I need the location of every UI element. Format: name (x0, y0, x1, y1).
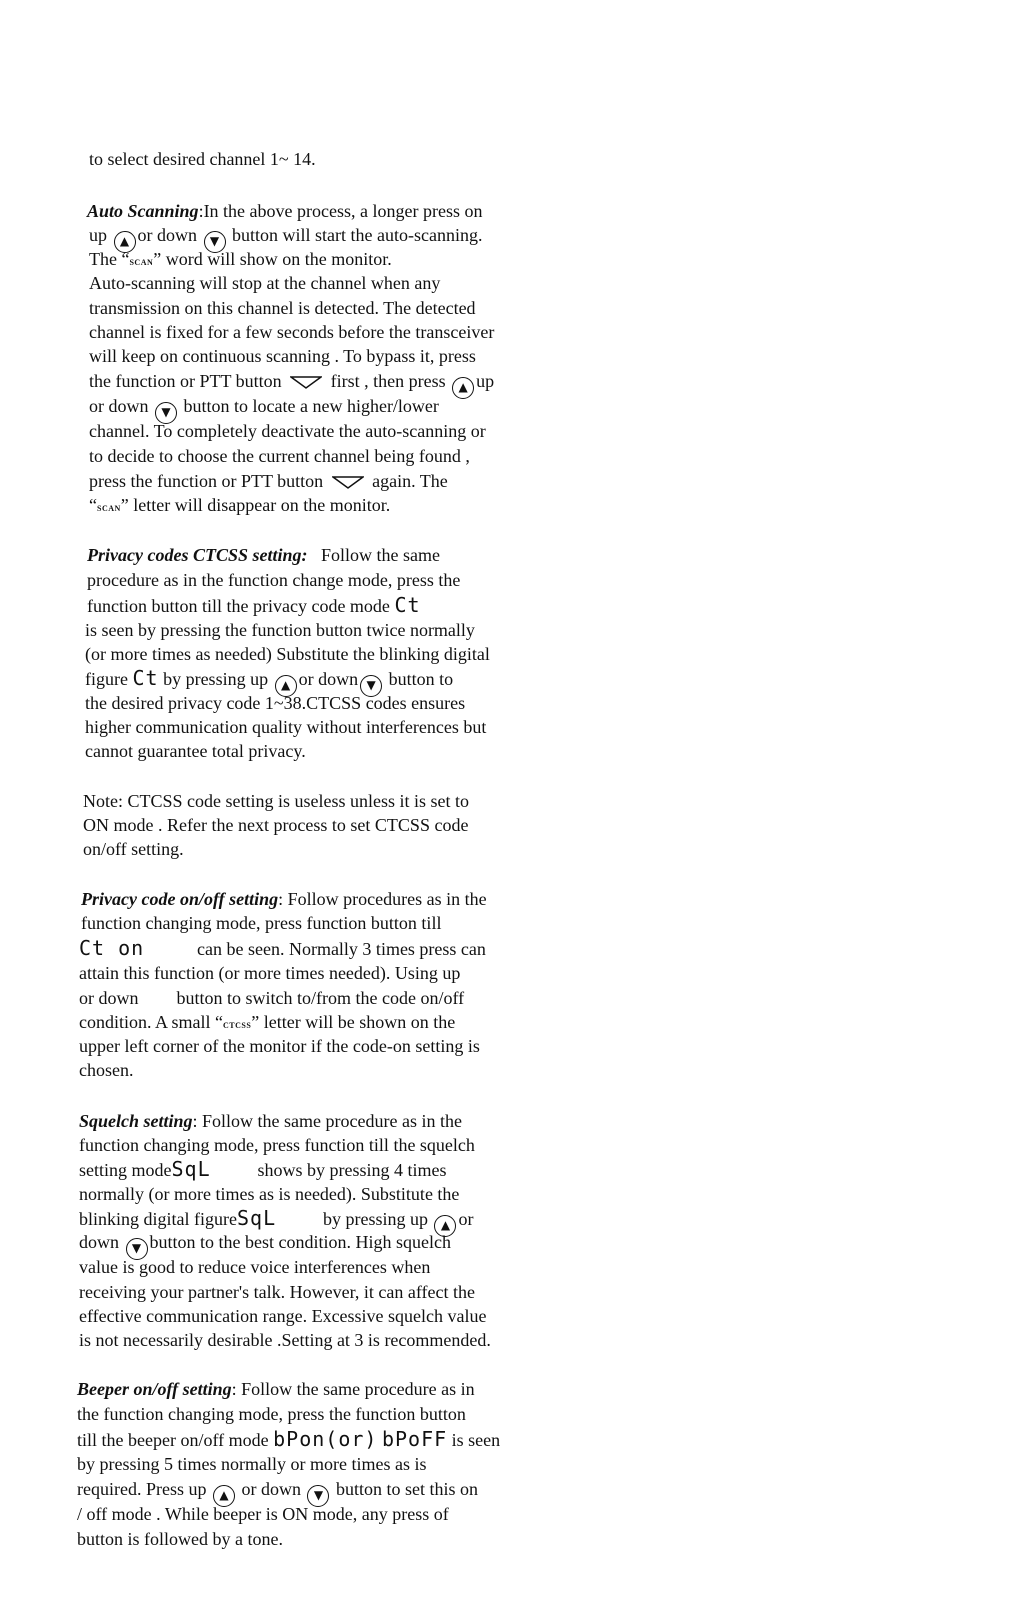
up-button-icon: ▲ (275, 675, 297, 697)
text: ” word will show on the monitor. (153, 249, 392, 269)
text: the function or PTT button (89, 371, 282, 391)
text: figure (85, 669, 128, 689)
text: ON mode . Refer the next process to set CTCSS code (83, 815, 469, 835)
up-button-icon: ▲ (114, 231, 136, 253)
lcd-bpon-display: bPon(or) (273, 1427, 378, 1451)
lcd-sql-display: SqL (171, 1157, 211, 1181)
text: channel is fixed for a few seconds before the transceiver (89, 322, 495, 342)
text: will keep on continuous scanning . To bypass it, press (89, 346, 476, 366)
text: or down (79, 988, 139, 1008)
scan-label: scan (129, 254, 154, 268)
text: first , then press (330, 371, 446, 391)
text: or down (298, 669, 359, 689)
text: higher communication quality without interferences but (85, 717, 487, 737)
ptt-button-icon (332, 475, 364, 489)
text: ” letter will be shown on the (251, 1012, 456, 1032)
text: normally (or more times as is needed). Substitute the (79, 1184, 460, 1204)
text: by pressing up (322, 1209, 428, 1229)
text: can be seen. Normally 3 times press can (197, 939, 486, 959)
text: : Follow the same procedure as in (231, 1379, 475, 1399)
text: / off mode . While beeper is ON mode, any press of (77, 1504, 449, 1524)
text: : Follow the same procedure as in the (192, 1111, 462, 1131)
lcd-ct-on-display: Ct on (79, 936, 145, 960)
text: procedure as in the function change mode, press the (87, 570, 461, 590)
text: button to the best condition. High squelch (149, 1232, 451, 1252)
text: required. Press up (77, 1479, 207, 1499)
text: is seen (451, 1430, 501, 1450)
squelch-heading: Squelch setting (79, 1111, 193, 1131)
scan-label: scan (97, 500, 121, 514)
text: : Follow procedures as in the (278, 889, 487, 909)
up-button-icon: ▲ (452, 377, 474, 399)
channel-select-text: to select desired channel 1~ 14. (89, 149, 316, 169)
text: the desired privacy code 1~38.CTCSS codes ensures (85, 693, 466, 713)
text: or (458, 1209, 474, 1229)
beeper-heading: Beeper on/off setting (77, 1379, 232, 1399)
text: button is followed by a tone. (77, 1529, 283, 1549)
text: or down (137, 225, 197, 245)
text: button to switch to/from the code on/off (176, 988, 465, 1008)
text: button to locate a new higher/lower (183, 396, 439, 416)
text: button will start the auto-scanning. (232, 225, 483, 245)
text: (or more times as needed) Substitute the blinking digital (85, 644, 490, 664)
text: upper left corner of the monitor if the code-on setting is (79, 1036, 480, 1056)
down-button-icon: ▼ (126, 1238, 148, 1260)
lcd-bpoff-display: bPoFF (381, 1427, 448, 1451)
text: button to (388, 669, 454, 689)
text: again. The (372, 471, 448, 491)
text: up (476, 371, 495, 391)
ptt-button-icon (290, 375, 322, 389)
text: down (79, 1232, 119, 1252)
text: The “ (89, 249, 130, 269)
up-button-icon: ▲ (213, 1485, 235, 1507)
text: blinking digital figure (79, 1209, 237, 1229)
privacy-codes-heading: Privacy codes CTCSS setting: (87, 545, 308, 565)
auto-scanning-heading: Auto Scanning (87, 201, 199, 221)
text: “ (89, 495, 97, 515)
text: chosen. (79, 1060, 134, 1080)
text: function button till the privacy code mode (87, 596, 390, 616)
text: Note: CTCSS code setting is useless unless it is set to (83, 791, 469, 811)
lcd-ct-display: Ct (132, 666, 159, 690)
text: receiving your partner's talk. However, it can affect the (79, 1282, 476, 1302)
text: on/off setting. (83, 839, 184, 859)
ctcss-label: ctcss (223, 1017, 252, 1031)
text: the function changing mode, press the function button (77, 1404, 466, 1424)
text: cannot guarantee total privacy. (85, 741, 306, 761)
text: to decide to choose the current channel being found , (89, 446, 470, 466)
down-button-icon: ▼ (307, 1485, 329, 1507)
text: Auto-scanning will stop at the channel when any (89, 273, 441, 293)
text: channel. To completely deactivate the auto-scanning or (89, 421, 486, 441)
down-button-icon: ▼ (204, 231, 226, 253)
text: :In the above process, a longer press on (198, 201, 483, 221)
text: function changing mode, press function button till (81, 913, 442, 933)
text: effective communication range. Excessive squelch value (79, 1306, 487, 1326)
text: by pressing up (163, 669, 269, 689)
text: button to set this on (335, 1479, 478, 1499)
text: attain this function (or more times needed). Using up (79, 963, 461, 983)
lcd-sql-display: SqL (236, 1206, 277, 1230)
text: shows by pressing 4 times (257, 1160, 447, 1180)
text: setting mode (79, 1160, 172, 1180)
privacy-onoff-heading: Privacy code on/off setting (81, 889, 279, 909)
text: is seen by pressing the function button twice normally (85, 620, 475, 640)
text: ” letter will disappear on the monitor. (120, 495, 391, 515)
down-button-icon: ▼ (360, 675, 382, 697)
down-button-icon: ▼ (155, 402, 177, 424)
text: up (89, 225, 107, 245)
text: or down (89, 396, 149, 416)
text: press the function or PTT button (89, 471, 324, 491)
text: condition. A small “ (79, 1012, 223, 1032)
text: value is good to reduce voice interferences when (79, 1257, 431, 1277)
text: function changing mode, press function till the squelch (79, 1135, 475, 1155)
lcd-ct-display: Ct (394, 593, 421, 617)
text: by pressing 5 times normally or more times as is (77, 1454, 427, 1474)
text: transmission on this channel is detected. The detected (89, 298, 476, 318)
text: or down (241, 1479, 301, 1499)
text: is not necessarily desirable .Setting at 3 is recommended. (79, 1330, 491, 1350)
up-button-icon: ▲ (434, 1215, 456, 1237)
text: till the beeper on/off mode (77, 1430, 269, 1450)
text: Follow the same (320, 545, 440, 565)
